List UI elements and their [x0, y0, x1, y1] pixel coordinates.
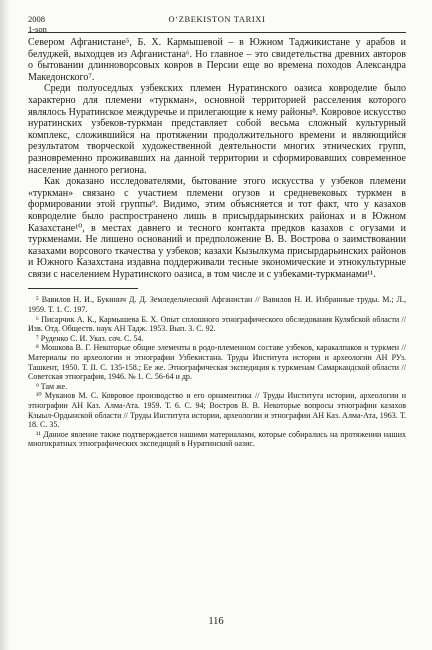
- footnote: ⁹ Там же.: [36, 381, 68, 391]
- paragraph: Как доказано исследователями, бытование этого искусства у узбеков племени «туркман» связано с участием племени огузов и средневековых туркмен в формировании этой группы⁹. Видимо, этим объясняется и тот факт, что у казахов ковроделие было распространено лишь в присырдарьинских районах и в Южном Казахстане¹⁰, в местах давнего и тесного контакта предков казахов с огузами и туркменами. Не лишено оснований и предположение В. В. Востpова о заимствовании казахами ворсового ткачества у узбеков; казахи Кызылкума присырдарьинских районов и Южного Казахстана издавна поддерживали тесные экономические и этнокультурные связи с населением Нуратинского оазиса, в том числе и с узбеками-туркманами¹¹.: [28, 176, 406, 280]
- paragraph: Среди полуоседлых узбекских племен Нуратинского оазиса ковроделие было характерно для племени «туркман», основной территорией расселения которого являлось Нуратинское междуречье и прилегающие к нему районы⁸. Ковровое искусство нуратинских узбеков-туркман представляет собой весьма сложный культурный комплекс, сложившийся на протяжении продолжительного времени и являющийся результатом творческой художественной деятельности многих этнических групп, разновременно проживавших на данной территории и сформировавших современное население данного региона.: [28, 83, 406, 176]
- header-issue: 1-son: [28, 24, 47, 34]
- footnotes: [28, 295, 406, 449]
- header-rule: [28, 32, 406, 33]
- page-number: 116: [208, 616, 224, 627]
- header-journal-title: O‘ZBEKISTON TARIXI: [168, 14, 266, 24]
- main-text: [28, 37, 406, 449]
- footnote: ⁸ Мошкова В. Г. Некоторые общие элементы в родо-племенном составе узбеков, каракалпаков и туркмен // Материалы по археологии и этнографии Узбекистана. Труды Института истории и археологии АН РУз. Ташкент, 1950. Т. II. С. 135-158.; Ее же. Этнографическая экспедиция к туркменам Самаркандской области // Советская этнография, 1946. № 1. С. 56-64 и др.: [28, 343, 406, 382]
- footnote: ¹¹ Данное явление также подтверждается нашими материалами, которые собирались на протяжении наших многократных этнографических экспедиций в Нуратинский оазис.: [28, 429, 406, 449]
- footnote: ⁵ Вавилов Н. И., Букиннч Д. Д. Земледельческий Афганистан // Вавилов Н. И. Избранные труды. М.; Л., 1959. Т. 1. С. 197.: [28, 295, 406, 315]
- scan-shadow: [0, 0, 10, 650]
- footnote: ⁶ Писарчик А. К., Кармышева Б. Х. Опыт сплошного этнографического обследования Кулябской области // Изв. Отд. Обществ. наук АН Тадж. 1953. Вып. 3. С. 92.: [28, 314, 406, 334]
- footnote: ⁷ Руденко С. И. Указ. соч. С. 54.: [36, 333, 144, 343]
- footnote-rule: [28, 288, 138, 289]
- header-year: 2008: [28, 14, 45, 24]
- footnote: ¹⁰ Муканов М. С. Ковровое производство и его орнаментика // Труды Института истории, археологии и этнографии АН Каз. Алма-Ата. 1959. Т. 6. С. 94; Востров В. В. Некоторые вопросы этнографии казахов Кзыыл-Ордынской области // Труды Института истории, археологии и этнографии АН Каз. Алма-Ата, 1963. Т. 18. С. 35.: [28, 391, 406, 430]
- paragraph: Севером Афганистане⁵, Б. Х. Кармышевой – в Южном Таджикистане у арабов и белуджей, выходцев из Афганистана⁶. Но главное – это свидетельства древних авторов о бытовании длинноворсовых ковров в Персии еще во времена походов Александра Македонского⁷.: [28, 37, 406, 83]
